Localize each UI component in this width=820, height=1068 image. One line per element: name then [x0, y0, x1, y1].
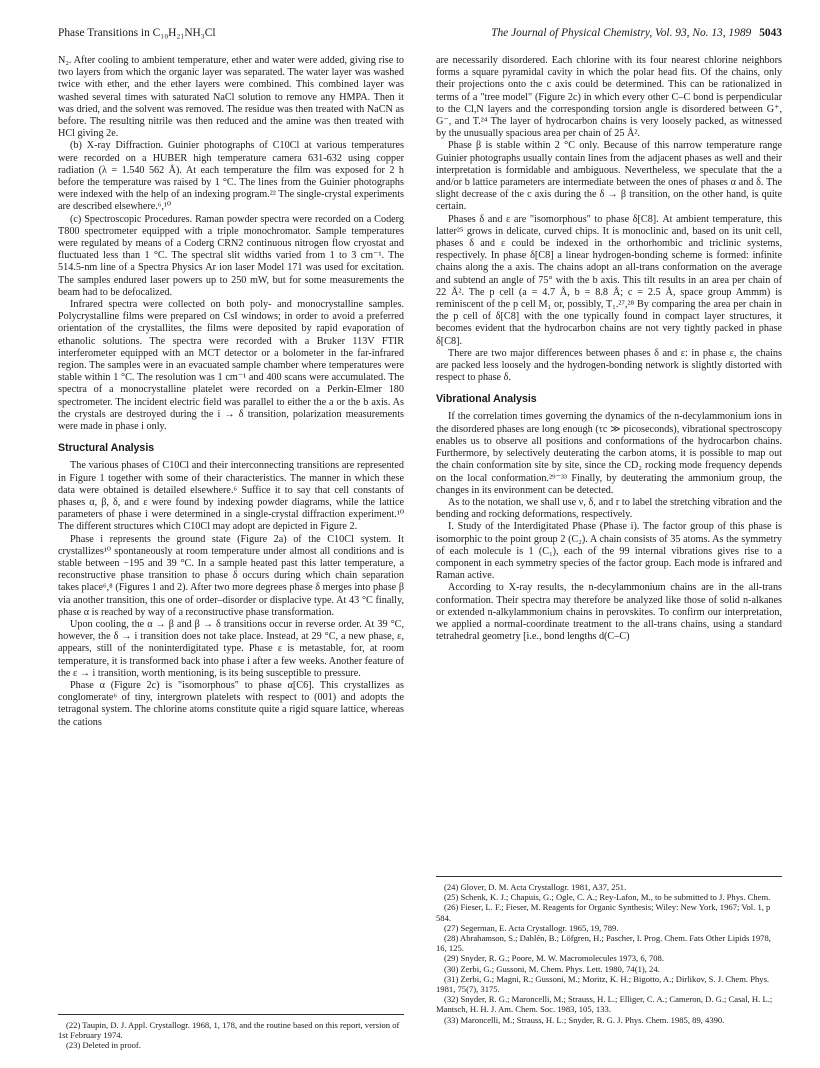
paragraph: Phases δ and ε are "isomorphous" to phase δ[C8]. At ambient temperature, this latter²⁵ grows in delicate, curved chips. It is monoclinic and, based on its unit cell, phases δ and ε could be indexed in the orthorhombic and triclinic systems, respectively. In phase δ[C8] a linear hydrogen-bonding scheme is formed: infinite chains along the a axis. The chains adopt an all-trans conformation on the average and subtend an angle of 75° with the b axis. This tilt results in an area per chain of 22 Å². The p cell (a = 4.7 Å, b = 8.8 Å; c = 2.5 Å, space group Ammm) is reminiscent of the p cell M₁ or, possibly, T₁.²⁷,²⁸ By comparing the area per chain in the p cell of δ[C8] with the one typically found in compact layer structures, it becomes evident that the hydrocarbon chains are not very tightly packed in phase δ[C8]. — [436, 213, 782, 347]
paragraph: The various phases of C10Cl and their interconnecting transitions are represented in Figure 1 together with some of their characteristics. The manner in which these data were obtained is detailed elsewhere.⁶ Suffice it to say that cell constants of phases α, β, δ, and ε were found by indexing powder diagrams, while the lattice parameters of phase i were determined in a single-crystal diffraction experiment.¹⁰ The different structures which C10Cl may adopt are depicted in Figure 2. — [58, 460, 404, 533]
paragraph: are necessarily disordered. Each chlorine with its four nearest chlorine neighbors forms a square pyramidal cavity in which the polar head fits. Of the chains, only their projections onto the c axis could be determined. This can be rationalized in terms of a "tree model" (Figure 2c) in which every other C–C bond is perpendicular to the Cl,N layers and the corresponding torsion angle is disordered between G⁺, G⁻, and T.²⁴ The layer of hydrocarbon chains is very loosely packed, as witnessed by the unusually spacious area per chain of 25 Å². — [436, 55, 782, 140]
paragraph: If the correlation times governing the dynamics of the n-decylammonium ions in the disordered phases are long enough (τc ≫ picoseconds), vibrational spectroscopy enables us to observe all positions and conformations of the hydrocarbon chains. Furthermore, by selectively deuterating the carbon atoms, it is possible to map out the chain conformation site by site, since the CD₂ rocking mode frequency depends on the local conformation.²⁹⁻³³ Finally, by deuterating the ammonium group, the changes in its environment can be detected. — [436, 411, 782, 496]
paragraph: As to the notation, we shall use ν, δ, and r to label the stretching vibration and the bending and rocking deformations, respectively. — [436, 496, 782, 521]
section-heading-structural: Structural Analysis — [58, 442, 155, 455]
left-column — [58, 55, 404, 729]
right-footnotes — [436, 876, 782, 1025]
right-column — [436, 55, 782, 643]
footnote: (33) Maroncelli, M.; Strauss, H. L.; Snyder, R. G. J. Phys. Chem. 1985, 89, 4390. — [444, 1014, 725, 1025]
paragraph: Infrared spectra were collected on both poly- and monocrystalline samples. Polycrystalline films were prepared on CsI windows; in order to avoid a preferred orientation of the crystallites, the films were deposited by rapid evaporation of ethanolic solutions. The spectra were recorded with a Bruker 113V FTIR interferometer equipped with an MCT detector or a bolometer in the far-infrared region. The samples were in an evacuated sample chamber where temperatures were stable within 1 °C. The resolution was 1 cm⁻¹ and 400 scans were accumulated. The spectra of a monocrystalline platelet were recorded on a Perkin-Elmer 180 spectrometer. The incident electric field was parallel to either the a or the b axis. As the crystals are destroyed during the i → δ transition, polarization measurements were made in phase i only. — [58, 299, 404, 433]
footnote: (29) Snyder, R. G.; Poore, M. W. Macromolecules 1973, 6, 708. — [444, 953, 664, 964]
paragraph: Phase β is stable within 2 °C only. Because of this narrow temperature range Guinier photographs usually contain lines from the adjacent phases as well and their interpretation is formidable and ambiguous. Nevertheless, we speculate that the a and/or b lattice parameters are intermediate between the ones of phases α and δ. The slight decrease of the c axis during the δ → β transition, on the other hand, is quite certain. — [436, 140, 782, 213]
footnote: (27) Segerman, E. Acta Crystallogr. 1965, 19, 789. — [444, 922, 619, 933]
journal-citation — [491, 26, 782, 40]
paragraph: Upon cooling, the α → β and β → δ transitions occur in reverse order. At 39 °C, however, the δ → i transition does not take place. Instead, at 29 °C, a new phase, ε, appears, still of the noninterdigitated type. Phase ε is metastable, for, at room temperature, it is transformed back into phase i after a few weeks. Another feature of the ε → i transition, worth mentioning, is its being susceptible to pressure. — [58, 618, 404, 679]
page-header — [58, 26, 782, 44]
footnote: (30) Zerbi, G.; Gussoni, M. Chem. Phys. Lett. 1980, 74(1), 24. — [444, 963, 660, 974]
footnote: (22) Taupin, D. J. Appl. Crystallogr. 1968, 1, 178, and the routine based on this report, version of 1st February 1974. — [58, 1020, 400, 1041]
paragraph: According to X-ray results, the n-decylammonium chains are in the all-trans conformation. Their spectra may therefore be analyzed like those of solid n-alkanes or extended n-alkylammonium chains in perovskites. To confirm our interpretation, we applied a normal-coordinate treatment to the all-trans chains, using a standard tetrahedral geometry [i.e., bond lengths d(C–C) — [436, 582, 782, 643]
paragraph: Phase α (Figure 2c) is "isomorphous" to phase α[C6]. This crystallizes as conglomerate⁶ of tiny, intergrown platelets with respect to (001) and adopts the tetragonal system. The chlorine atoms constitute quite a rigid square lattice, whereas the cations — [58, 679, 404, 728]
footnote: (32) Snyder, R. G.; Maroncelli, M.; Strauss, H. L.; Elliger, C. A.; Cameron, D. G.; Casal, H. L.; Mantsch, H. H. J. Am. Chem. Soc. 1983, 105, 133. — [436, 994, 773, 1015]
paragraph: (c) Spectroscopic Procedures. Raman powder spectra were recorded on a Coderg T800 spectrometer equipped with a triple monochromator. Sample temperatures were regulated by means of a Coderg CRN2 continuous nitrogen flow cryostat and fluctuated less than 1 °C. The spectral slit widths varied from 1 to 3 cm⁻¹. The 514.5-nm line of a Spectra Physics Ar ion laser Model 171 was used for excitation. The samples endured laser powers up to 250 mW, but for some measurements the beam had to be defocalized. — [58, 213, 404, 298]
footnote-rule — [58, 1014, 404, 1015]
journal-name: The Journal of Physical Chemistry, Vol. 93, No. 13, 1989 — [491, 27, 752, 39]
paragraph: N₂. After cooling to ambient temperature, ether and water were added, giving rise to two layers from which the organic layer was separated. The water layer was washed twice with ether, and the ether layers were combined. This combined layer was washed several times with saturated NaCl solution to remove any HMPA. Then it was dried, and the solvent was removed. The residue was then treated with NaCN as before. The resulting nitrile was then reduced and the amine was then treated with HCl giving 2e. — [58, 55, 404, 140]
paragraph: (b) X-ray Diffraction. Guinier photographs of C10Cl at various temperatures were recorded on a HUBER high temperature camera 631-632 using copper radiation (λ = 1.540 562 Å). At each temperature the film was exposed for 2 h before the temperature was raised by 1 °C. The lines from the Guinier photographs were indexed with the help of an indexing program.²² The single-crystal experiments are described elsewhere.⁶,¹⁰ — [58, 140, 404, 213]
footnote: (23) Deleted in proof. — [66, 1040, 141, 1051]
footnote: (24) Glover, D. M. Acta Crystallogr. 1981, A37, 251. — [444, 882, 627, 892]
footnote: (26) Fieser, L. F.; Fieser, M. Reagents for Organic Synthesis; Wiley: New York, 1967; Vol. 1, p 584. — [436, 902, 771, 923]
footnote: (25) Schenk, K. J.; Chapuis, G.; Ogle, C. A.; Rey-Lafon, M., to be submitted to J. Phys. Chem. — [444, 892, 771, 903]
footnote: (31) Zerbi, G.; Magni, R.; Gussoni, M.; Moritz, K. H.; Bigotto, A.; Dirlikov, S. J. Chem. Phys. 1981, 75(7), 3175. — [436, 973, 770, 995]
section-heading-vibrational: Vibrational Analysis — [436, 393, 537, 406]
page-number: 5043 — [759, 27, 782, 39]
running-title: Phase Transitions in C₁₀H₂₁NH₃Cl — [58, 27, 216, 39]
footnote-rule — [436, 876, 782, 877]
paragraph: I. Study of the Interdigitated Phase (Phase i). The factor group of this phase is isomorphic to the point group 2 (C₂). A chain consists of 35 atoms. As the symmetry of each molecule is 1 (C₁), each of the 99 internal vibrations gives rise to a component in each symmetry species of the factor group. Each mode is infrared and Raman active. — [436, 521, 782, 582]
left-footnotes — [58, 1014, 404, 1051]
paragraph: There are two major differences between phases δ and ε: in phase ε, the chains are packed less loosely and the hydrogen-bonding network is slightly distorted with respect to phase δ. — [436, 347, 782, 384]
paragraph: Phase i represents the ground state (Figure 2a) of the C10Cl system. It crystallizes¹⁰ spontaneously at room temperature under almost all conditions and is stable between −195 and 39 °C. In a sample heated past this latter temperature, a reconstructive phase transition to phase δ occurs during which chain separation takes place⁶,⁸ (Figures 1 and 2). After two more degrees phase δ merges into phase β via another transition, this one of order–disorder or displacive type. At 43 °C finally, phase α is reached by way of a reconstructive phase transformation. — [58, 533, 404, 618]
footnote: (28) Abrahamson, S.; Dahlén, B.; Löfgren, H.; Pascher, I. Prog. Chem. Fats Other Lipids 1978, 16, 125. — [436, 933, 771, 954]
